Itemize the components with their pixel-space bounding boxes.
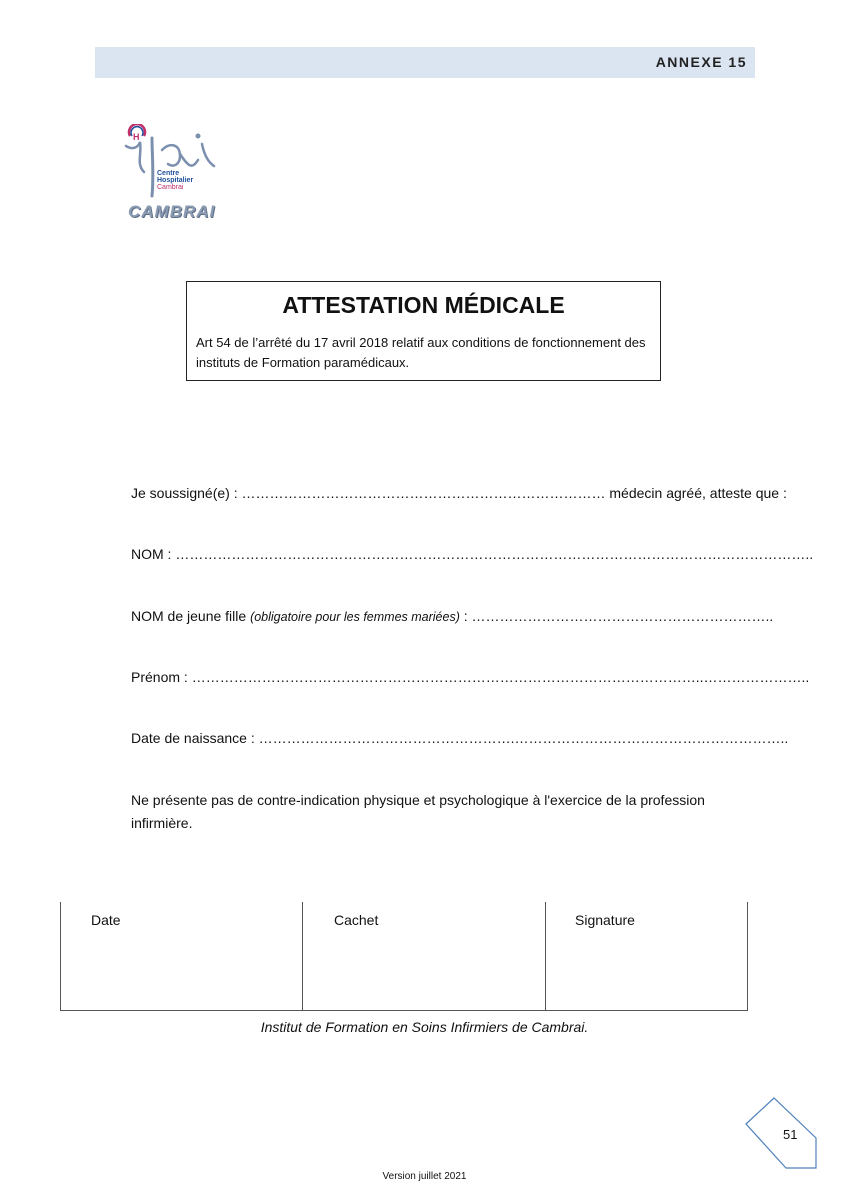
cachet-label: Cachet [334,912,379,928]
field-date-naissance: Date de naissance : ……………………………………………….………………………………………………….. [131,730,789,746]
medical-statement: Ne présente pas de contre-indication physique et psychologique à l'exercice de la profession infirmière. [131,792,705,831]
logo-city-name: CAMBRAI [128,202,216,221]
document-title: ATTESTATION MÉDICALE [282,292,565,318]
field-soussigne: Je soussigné(e) : …………………………………………………………………… médecin agréé, atteste que : [131,485,787,501]
table-divider-1 [302,902,303,1011]
page-marker-icon [744,1096,818,1170]
footer-institute: Institut de Formation en Soins Infirmiers de Cambrai. [260,1019,589,1035]
signature-label: Signature [575,912,635,928]
table-border-bottom [60,1010,748,1011]
field-prenom: Prénom : ………………………………………………………………………………………………..………………….. [131,669,810,685]
logo-text-hospitalier: Hospitalier [157,177,194,184]
svg-text:H: H [133,132,140,142]
field-nom-jeune-fille [131,608,773,624]
logo-text-cambrai-small: Cambrai [157,184,184,191]
field-nom-jeune-fille-label: NOM de jeune fille [131,608,251,624]
table-border-left [60,902,61,1011]
date-label: Date [91,912,121,928]
field-nom-jeune-fille-note: (obligatoire pour les femmes mariées) [250,610,460,624]
page-number: 51 [783,1127,798,1142]
title-box [186,281,661,381]
table-border-right [747,902,748,1011]
ifsi-logo [118,124,228,228]
field-nom: NOM : ……………………………………………………………………………………………………………………….. [131,546,814,562]
annex-header-bar [95,47,755,78]
field-nom-jeune-fille-dots: : ……………………………………………………….. [459,608,774,624]
document-subtitle: Art 54 de l’arrêté du 17 avril 2018 relatif aux conditions de fonctionnement des instituts de Formation paramédicaux. [196,335,646,370]
version-footer: Version juillet 2021 [382,1171,467,1182]
signature-table [60,902,748,1011]
table-divider-2 [545,902,546,1011]
logo-text-centre: Centre [157,170,180,177]
annex-label: ANNEXE 15 [655,54,747,70]
